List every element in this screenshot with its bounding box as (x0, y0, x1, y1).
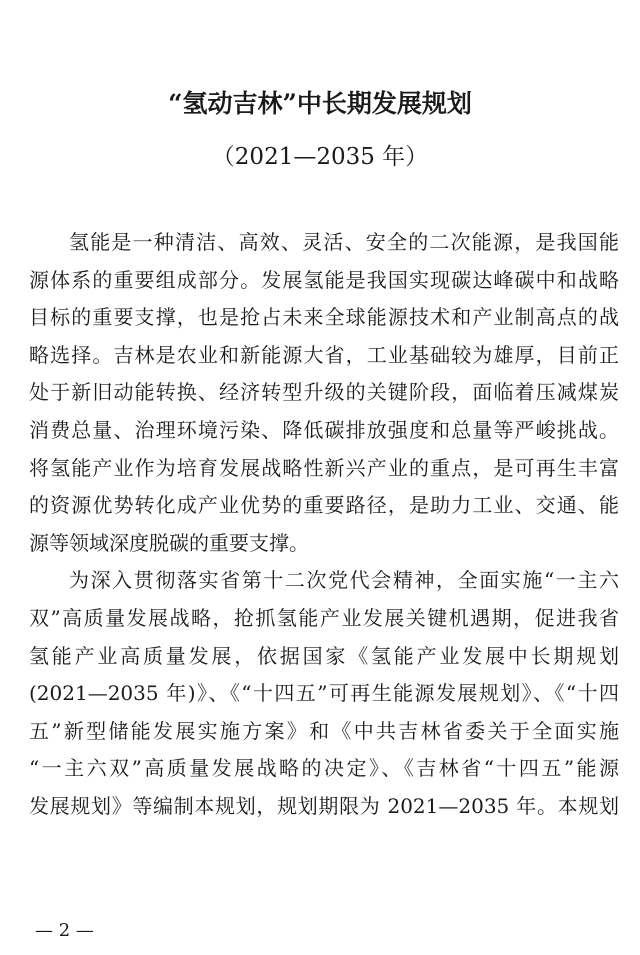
paragraph-1-line-6: 消费总量、治理环境污染、降低碳排放强度和总量等严峻挑战。 (29, 417, 619, 442)
paragraph-1-line-5: 处于新旧动能转换、经济转型升级的关键阶段，面临着压减煤炭 (29, 380, 619, 405)
paragraph-2-line-6: “一主六双”高质量发展战略的决定》、《吉林省“十四五”能源 (29, 756, 619, 781)
paragraph-2-line-7: 发展规划》等编制本规划，规划期限为 2021—2035 年。本规划 (29, 793, 619, 818)
document-body (29, 224, 619, 826)
paragraph-2-line-1: 为深入贯彻落实省第十二次党代会精神，全面实施“一主六 (69, 568, 619, 593)
paragraph-2-line-3: 氢能产业高质量发展，依据国家《氢能产业发展中长期规划 (29, 643, 619, 668)
paragraph-1-line-3: 目标的重要支撑，也是抢占未来全球能源技术和产业制高点的战 (29, 305, 619, 330)
document-subtitle: （2021—2035 年） (211, 144, 429, 170)
document-title: “氢动吉林”中长期发展规划 (168, 89, 472, 118)
paragraph-1-line-8: 的资源优势转化成产业优势的重要路径，是助力工业、交通、能 (29, 493, 619, 518)
paragraph-2-line-5: 五”新型储能发展实施方案》和《中共吉林省委关于全面实施 (29, 718, 619, 743)
paragraph-1-line-7: 将氢能产业作为培育发展战略性新兴产业的重点，是可再生丰富 (29, 455, 619, 480)
paragraph-1-line-4: 略选择。吉林是农业和新能源大省，工业基础较为雄厚，目前正 (29, 342, 619, 367)
paragraph-1-line-1: 氢能是一种清洁、高效、灵活、安全的二次能源，是我国能 (69, 230, 619, 254)
paragraph-1-line-9: 源等领域深度脱碳的重要支撑。 (29, 530, 309, 555)
page-number: — 2 — (35, 920, 94, 941)
paragraph-1-line-2: 源体系的重要组成部分。发展氢能是我国实现碳达峰碳中和战略 (29, 267, 619, 292)
paragraph-2-line-2: 双”高质量发展战略，抢抓氢能产业发展关键机遇期，促进我省 (29, 605, 619, 630)
paragraph-2-line-4: (2021—2035 年)》、《“十四五”可再生能源发展规划》、《“十四 (29, 681, 619, 706)
